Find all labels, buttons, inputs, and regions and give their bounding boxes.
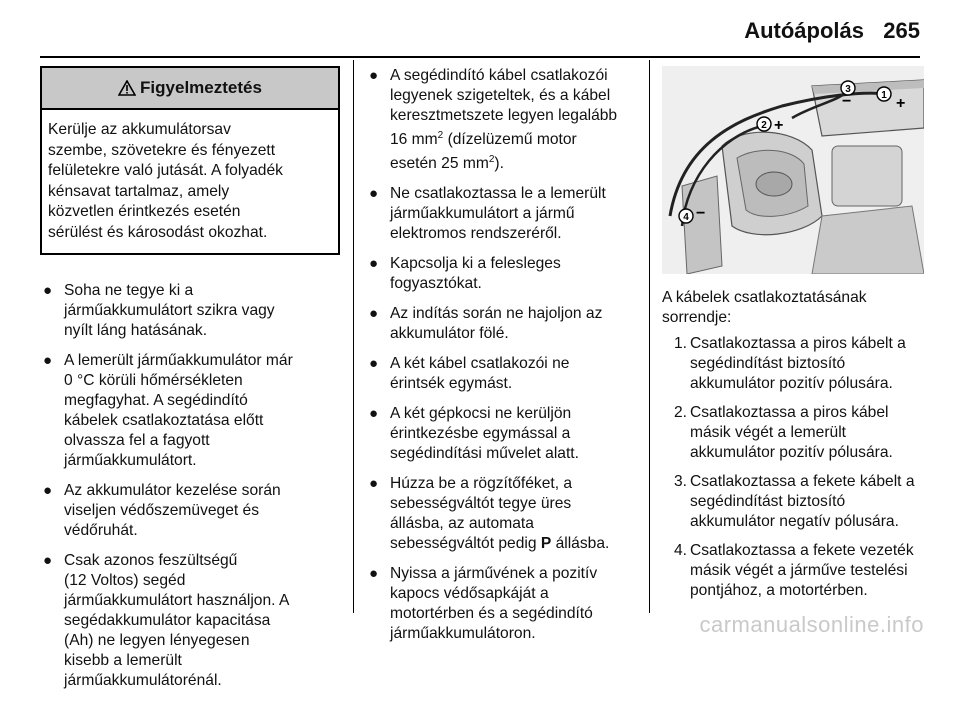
- list-item-text: Az akkumulátor kezelése során viseljen védőszemüveget és védőruhát.: [64, 482, 281, 539]
- step-text: Csatlakoztassa a fekete kábelt a segédindítást biztosító akkumulátor negatív pólusára.: [690, 473, 915, 530]
- list-item: [366, 254, 638, 294]
- list-item: [366, 354, 638, 394]
- step-text: Csatlakoztassa a piros kábel másik végét a lemerült akkumulátor pozitív pólusára.: [690, 404, 893, 461]
- list-item: [662, 472, 924, 532]
- list-item: [366, 404, 638, 464]
- bullet-icon: ●: [369, 355, 379, 373]
- column-divider: [649, 60, 650, 613]
- list-item: [366, 184, 638, 244]
- text-run: (dízelüzemű motor esetén 25 mm: [390, 131, 577, 173]
- list-item-text: Csak azonos feszültségű (12 Voltos) segéd járműakkumulátort használjon. A segédakkumulátor kapacitása (Ah) ne legyen lényegesen kisebb a lemerült járműakkumulátorénál.: [64, 552, 290, 689]
- list-item: [366, 564, 638, 644]
- warning-header: [42, 68, 338, 110]
- terminal-label-3: 3: [845, 84, 851, 95]
- list-item: [662, 541, 924, 601]
- terminal-sign-4: −: [696, 205, 706, 222]
- terminal-label-1: 1: [881, 90, 887, 101]
- list-item-text: Ne csatlakoztassa le a lemerült járműakkumulátort a jármű elektromos rendszeréről.: [390, 185, 606, 243]
- step-number: 2.: [674, 404, 688, 421]
- bullet-icon: ●: [369, 405, 379, 423]
- bullet-icon: ●: [43, 352, 53, 369]
- list-item: [40, 551, 340, 691]
- warning-title: Figyelmeztetés: [140, 78, 262, 97]
- text-run: ).: [494, 155, 504, 173]
- text-run: Húzza be a rögzítőféket, a sebességváltót tegye üres állásba, az automata sebességváltót pedig: [390, 475, 573, 553]
- warning-text: Kerülje az akkumulátorsav szembe, szövetekre és fényezett felületekre való jutását. A folyadék kénsavat tartalmaz, amely közvetlen érintkezés esetén sérülést és károsodást okozhat.: [48, 121, 283, 241]
- list-item: [40, 351, 340, 471]
- bullet-icon: ●: [369, 255, 379, 273]
- list-item-text: [390, 67, 617, 172]
- bullet-icon: ●: [43, 552, 53, 569]
- bullet-icon: ●: [369, 305, 379, 323]
- bullet-icon: ●: [43, 282, 53, 299]
- superscript: 2: [437, 130, 444, 141]
- list-item-text: [390, 475, 609, 552]
- superscript: 2: [488, 154, 495, 166]
- step-text: Csatlakoztassa a piros kábelt a segédindítást biztosító akkumulátor pozitív pólusára.: [690, 335, 906, 392]
- bullet-list-middle: [366, 66, 638, 644]
- watermark: carmanualsonline.info: [699, 612, 924, 637]
- list-item-text: Kapcsolja ki a felesleges fogyasztókat.: [390, 255, 561, 293]
- list-item-text: Soha ne tegye ki a járműakkumulátort szikra vagy nyílt láng hatásának.: [64, 282, 275, 339]
- gear-position-p: P: [540, 535, 552, 553]
- terminal-label-4: 4: [683, 212, 689, 223]
- list-item: [40, 281, 340, 341]
- terminal-label-2: 2: [761, 120, 767, 131]
- step-number: 4.: [674, 542, 688, 559]
- column-left: [40, 66, 340, 701]
- page-header: [0, 18, 960, 58]
- bullet-icon: ●: [43, 482, 53, 499]
- list-item-text: A lemerült járműakkumulátor már 0 °C körüli hőmérsékleten megfagyhat. A segédindító kábelek csatlakoztatása előtt olvassza fel a fagyott járműakkumulátort.: [64, 352, 293, 469]
- diagram-caption: A kábelek csatlakoztatásának sorrendje:: [662, 289, 867, 326]
- list-item: [662, 403, 924, 463]
- section-title: Autóápolás: [744, 18, 864, 43]
- step-number: 3.: [674, 473, 688, 490]
- list-item-text: Az indítás során ne hajoljon az akkumulátor fölé.: [390, 305, 603, 343]
- terminal-sign-1: +: [896, 95, 906, 112]
- jump-start-diagram: [662, 66, 924, 274]
- terminal-sign-2: +: [774, 117, 784, 134]
- bullet-icon: ●: [369, 475, 379, 493]
- column-middle: [366, 66, 638, 654]
- page-number: 265: [883, 18, 920, 43]
- step-list: [662, 334, 924, 601]
- text-run: állásba.: [551, 535, 610, 553]
- header-rule: [40, 56, 920, 58]
- engine-bay-illustration: [662, 66, 924, 274]
- list-item-text: Nyissa a járművének a pozitív kapocs védősapkáját a motortérben és a segédindító járműakkumulátoron.: [390, 565, 598, 643]
- list-item: [366, 474, 638, 554]
- bullet-icon: ●: [369, 67, 379, 84]
- list-item: [662, 334, 924, 394]
- step-number: 1.: [674, 335, 688, 352]
- bullet-icon: ●: [369, 565, 379, 583]
- step-text: Csatlakoztassa a fekete vezeték másik végét a járműve testelési pontjához, a motortérben.: [690, 542, 914, 599]
- bullet-list-left: [40, 281, 340, 691]
- text-run: A segédindító kábel csatlakozói legyenek szigeteltek, és a kábel keresztmetszete legyen legalább 16 mm: [390, 67, 618, 149]
- list-item: [40, 481, 340, 541]
- list-item: [366, 66, 638, 174]
- list-item-text: A két gépkocsi ne kerüljön érintkezésbe egymással a segédindítási művelet alatt.: [390, 405, 579, 463]
- column-divider: [353, 60, 354, 613]
- terminal-sign-3: −: [842, 93, 852, 110]
- bullet-icon: ●: [369, 185, 379, 203]
- list-item: [366, 304, 638, 344]
- list-item-text: A két kábel csatlakozói ne érintsék egymást.: [390, 355, 570, 393]
- warning-triangle-icon: [118, 80, 136, 96]
- column-right: [662, 66, 924, 610]
- warning-box: [40, 66, 340, 255]
